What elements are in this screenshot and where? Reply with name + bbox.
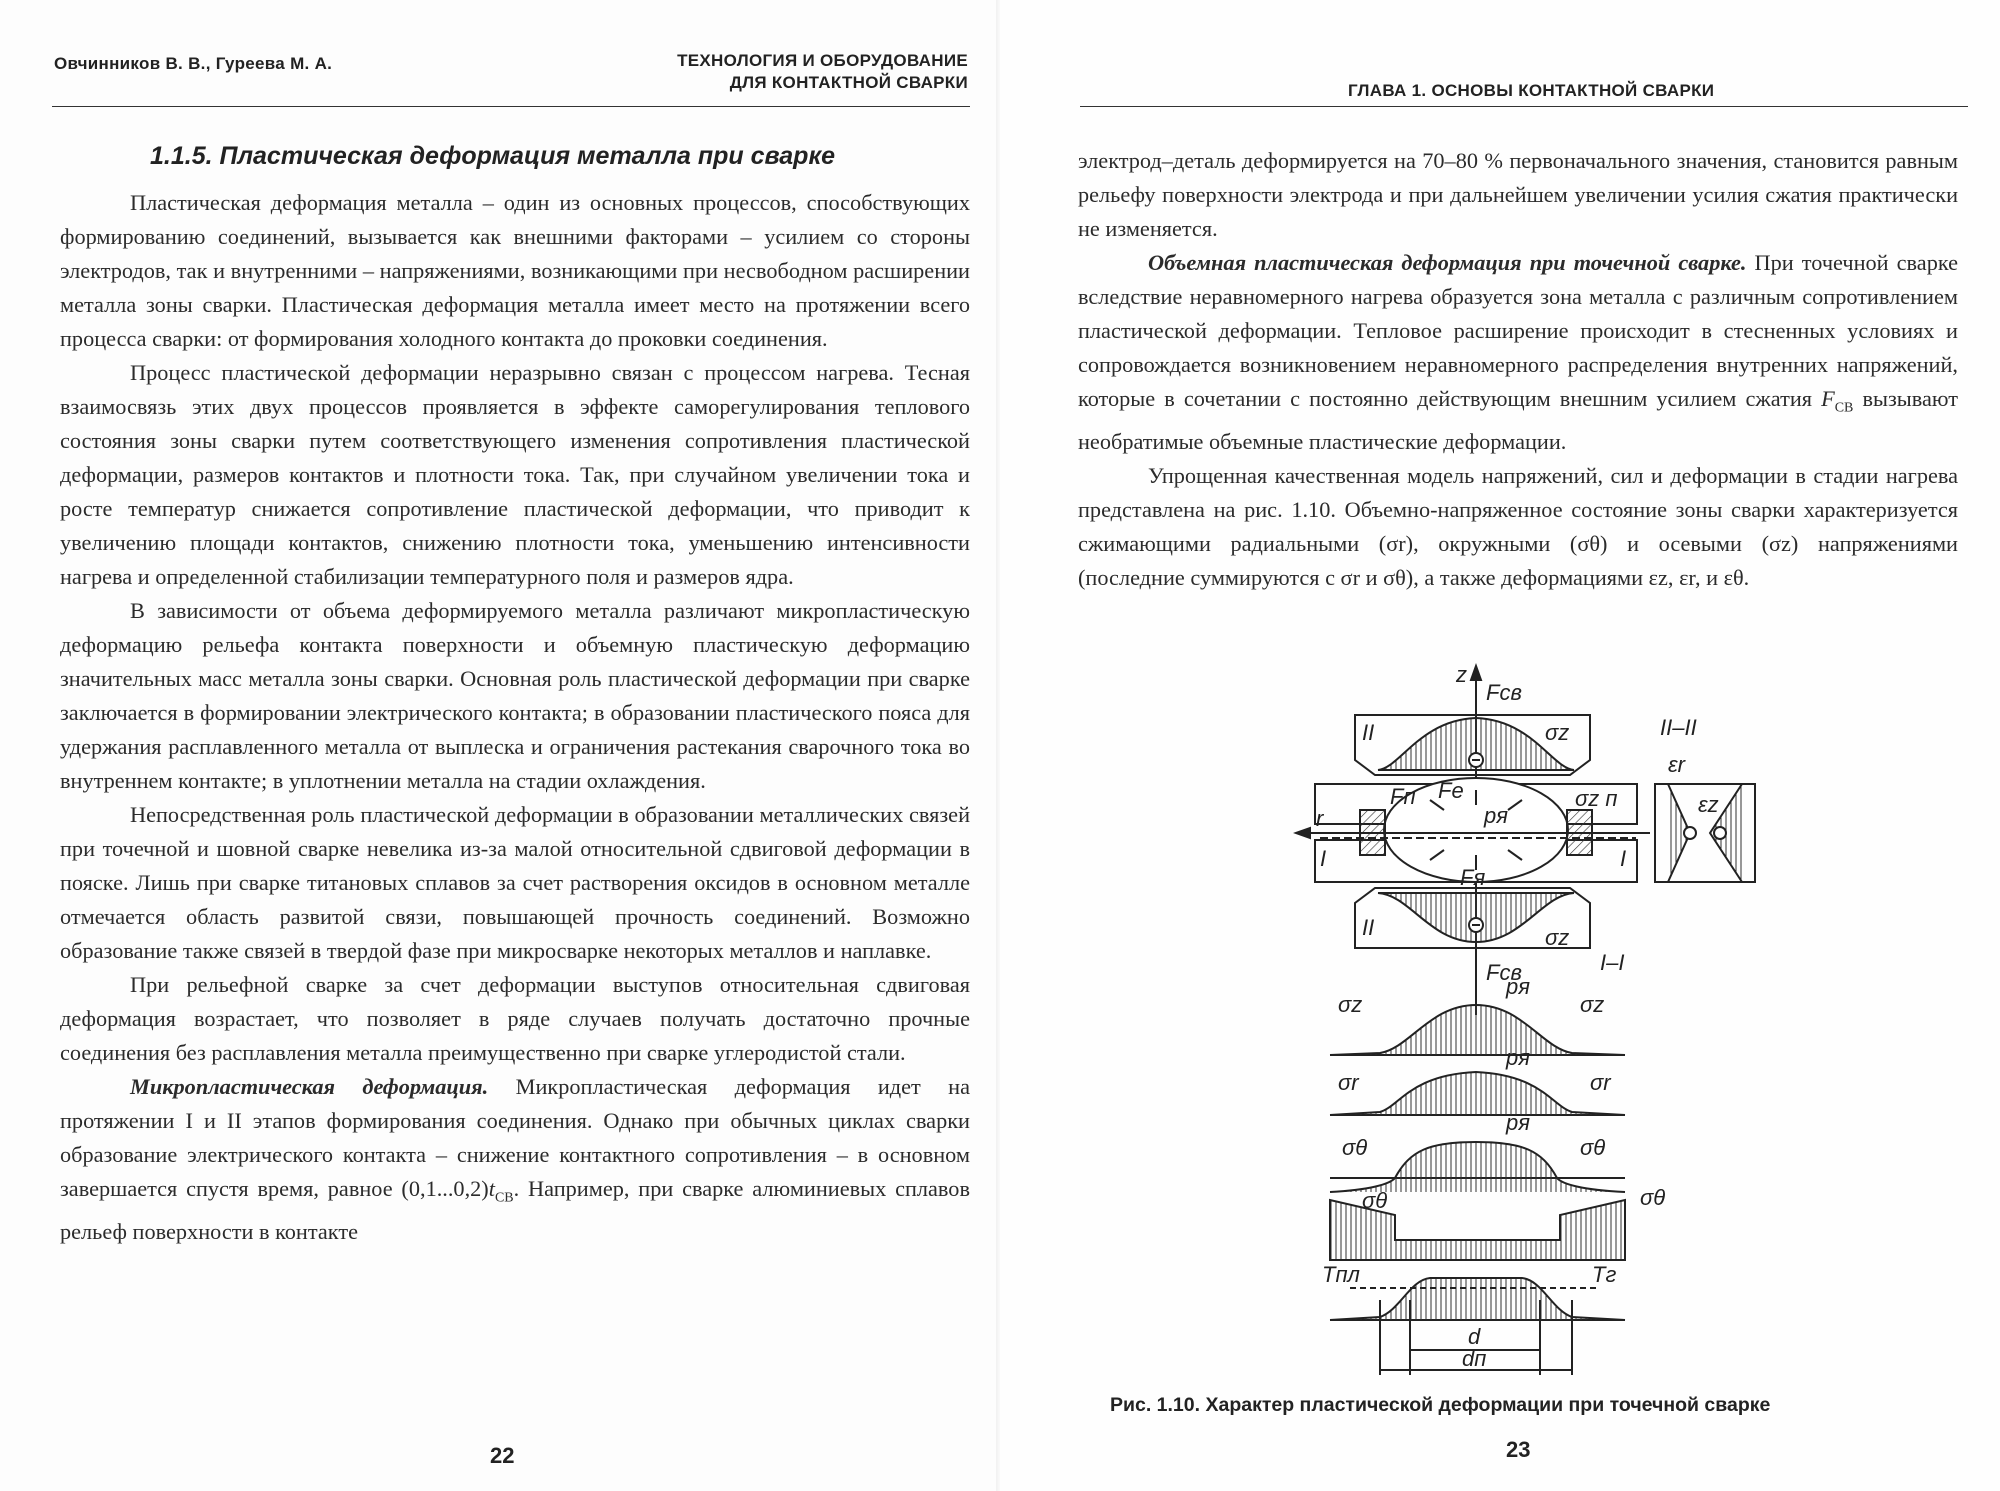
page-number: 23 xyxy=(1506,1437,1531,1462)
fig-label-sigma-r-left: σr xyxy=(1338,1070,1359,1095)
section-title: 1.1.5. Пластическая деформация металла при сварке xyxy=(150,142,836,170)
header-rule xyxy=(52,106,970,107)
paragraph: В зависимости от объема деформируемого металла различают микропластическую деформацию рельефа контакта поверхности и объемную пластическую деформацию значительных масс металла зоны сварки. Основная роль пластической деформации при сварке заключается в формировании электрического контакта; в образовании пластического пояса для удержания расплавленного металла от выплеска и ограничения растекания сварочного тока во внутреннем контакте; в уплотнении металла на стадии охлаждения. xyxy=(60,598,970,793)
paragraph: При рельефной сварке за счет деформации выступов относительная сдвиговая деформация возрастает, что позволяет в ряде случаев получать достаточно прочные соединения без расплавления металла преимущественно при сварке углеродистой стали. xyxy=(60,972,970,1065)
left-body-text xyxy=(60,186,970,1249)
right-body-text xyxy=(1078,144,1958,595)
runin-text: При точечной сварке вследствие неравномерного нагрева образуется зона металла с различным сопротивлением пластической деформации. Тепловое расширение происходит в стесненных условиях и сопровождается возникновением неравномерного распределения внутренних напряжений, которые в сочетании с постоянно действующим внешним усилием сжатия xyxy=(1078,250,1959,411)
fig-label-p-ya: pя xyxy=(1484,803,1508,828)
header-authors: Овчинников В. В., Гуреева М. А. xyxy=(54,54,333,73)
z-arrow xyxy=(1471,666,1481,680)
runin-text: Микропластическая деформация идет на протяжении I и II этапов формирования соединения. Однако при обычных циклах сварки образование электрического контакта – снижение контактного сопротивления – в основном завершается спустя время, равное (0,1...0,2) xyxy=(60,1074,970,1201)
fig-label-sec-I-right: I xyxy=(1620,846,1627,871)
header-book-title-line2: ДЛЯ КОНТАКТНОЙ СВАРКИ xyxy=(729,73,968,92)
fig-label-t-pl: Tпл xyxy=(1322,1262,1360,1287)
runin-text-end: . Например, при сварке алюминиевых сплавов рельеф поверхности в контакте xyxy=(60,1176,970,1245)
time-symbol: t xyxy=(488,1176,495,1201)
header-rule xyxy=(1080,106,1968,107)
fig-label-sigma-theta-left: σθ xyxy=(1342,1135,1368,1160)
fig-label-f-ya: Fя xyxy=(1460,865,1486,890)
paragraph: Процесс пластической деформации неразрывно связан с процессом нагрева. Тесная взаимосвязь этих двух процессов проявляется в эффекте саморегулирования теплового состояния зоны сварки путем соответствующего изменения сопротивления пластической деформации, размеров контактов и плотности тока. Так, при случайном увеличении тока и росте температур снижается сопротивление пластической деформации, что приводит к увеличению площади контактов, снижению плотности тока, уменьшению интенсивности нагрева и определенной стабилизации температурного поля и размеров ядра. xyxy=(60,360,970,589)
fig-label-sec-II: II xyxy=(1362,720,1375,745)
paragraph-model: Упрощенная качественная модель напряжений, сил и деформации в стадии нагрева представлена на рис. 1.10. Объемно-напряженное состояние зоны сварки характеризуется сжимающими радиальными (σr), окружными (σθ) и осевыми (σz) напряжениями (последние суммируются с σr и σθ), а также деформациями εz, εr, и εθ. xyxy=(1078,463,1958,591)
fig-label-p-ya-3: pя xyxy=(1506,1110,1530,1135)
r-arrow xyxy=(1296,828,1310,838)
paragraph-continuation: электрод–деталь деформируется на 70–80 % первоначального значения, становится равным рельефу поверхности электрода и при дальнейшем увеличении усилия сжатия практически не изменяется. xyxy=(1078,148,1958,241)
fig-label-f-e: Fe xyxy=(1438,778,1464,803)
fig-label-sec-I-I: I–I xyxy=(1600,950,1625,975)
fig-label-sec-I-left: I xyxy=(1320,846,1327,871)
fig-label-t-r: Tг xyxy=(1592,1262,1617,1287)
fig-label-sec-II-bottom: II xyxy=(1362,915,1375,940)
fig-label-eps-r: εr xyxy=(1668,752,1685,777)
header-book-title-line1: ТЕХНОЛОГИЯ И ОБОРУДОВАНИЕ xyxy=(677,51,968,70)
fig-label-sigma-zp: σz п xyxy=(1575,786,1618,811)
runin-text-end: вызывают необратимые объемные пластические деформации. xyxy=(1078,386,1958,455)
force-subscript: СВ xyxy=(1834,400,1854,416)
paragraph-volume xyxy=(1078,246,1958,459)
figure-caption: Рис. 1.10. Характер пластической деформации при точечной сварке xyxy=(1110,1394,1771,1416)
fig-label-z: z xyxy=(1456,662,1467,687)
paragraph-micro xyxy=(60,1070,970,1249)
fig-label-sec-II-II: II–II xyxy=(1660,715,1697,740)
header-chapter: ГЛАВА 1. ОСНОВЫ КОНТАКТНОЙ СВАРКИ xyxy=(1348,81,1715,100)
fig-label-eps-z: εz xyxy=(1698,792,1719,817)
paragraph: Пластическая деформация металла – один из основных процессов, способствующих формированию соединений, вызывается как внешними факторами – усилием со стороны электродов, так и внутренними – напряжениями, возникающими при несвободном расширении металла зоны сварки. Пластическая деформация металла имеет место на протяжении всего процесса сварки: от формирования холодного контакта до проковки соединения. xyxy=(60,190,970,351)
fig-label-sigma-z-bottom: σz xyxy=(1545,925,1570,950)
fig-label-sigma-r-right: σr xyxy=(1590,1070,1611,1095)
fig-label-sigma-theta-right-2: σθ xyxy=(1640,1185,1666,1210)
fig-label-sigma-theta-right: σθ xyxy=(1580,1135,1606,1160)
fig-label-sigma-z: σz xyxy=(1545,720,1570,745)
fig-label-d-p: dп xyxy=(1462,1346,1487,1371)
fig-label-sigma-theta-left-2: σθ xyxy=(1362,1188,1388,1213)
fig-label-sigma-z-profile-left: σz xyxy=(1338,992,1363,1017)
force-symbol: F xyxy=(1821,386,1835,411)
page-number: 22 xyxy=(490,1443,515,1468)
figure-1-10 xyxy=(1000,660,2000,1380)
fig-label-f-p: Fп xyxy=(1390,784,1416,809)
profile-sigma-r xyxy=(1330,1072,1625,1115)
profile-temperature xyxy=(1330,1278,1625,1320)
fig-label-r: r xyxy=(1316,806,1324,831)
runin-heading: Микропластическая деформация. xyxy=(130,1074,489,1099)
fig-label-p-ya-1: pя xyxy=(1506,974,1530,999)
paragraph: Непосредственная роль пластической деформации в образовании металлических связей при точечной и шовной сварке невелика из-за малой относительной сдвиговой деформации в пояске. Лишь при сварке титановых сплавов за счет растворения оксидов в основном металле отмечается область развитой связи, повышающей прочность соединений. Возможно образование также связей в твердой фазе при микросварке некоторых металлов и наплавке. xyxy=(60,802,970,963)
right-page xyxy=(1000,0,2000,1491)
fig-label-p-ya-2: pя xyxy=(1506,1045,1530,1070)
fig-label-fsv-bottom: Fсв xyxy=(1486,960,1522,985)
time-subscript: СВ xyxy=(494,1190,514,1206)
fig-label-d: d xyxy=(1468,1324,1481,1349)
runin-heading: Объемная пластическая деформация при точечной сварке. xyxy=(1148,250,1747,275)
fig-label-fsv: Fсв xyxy=(1486,680,1522,705)
fig-label-sigma-z-profile-right: σz xyxy=(1580,992,1605,1017)
